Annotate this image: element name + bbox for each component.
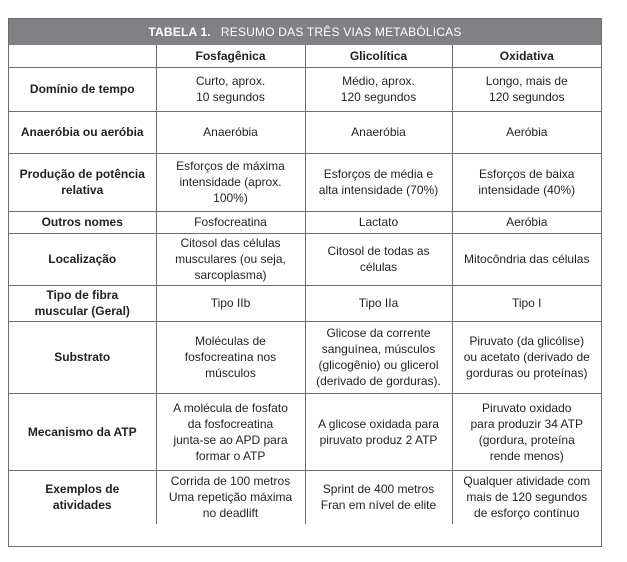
row-label: Exemplos de atividades [9,470,156,524]
table-cell: Corrida de 100 metros Uma repetição máxima no deadlift [156,470,305,524]
table-cell: Piruvato (da glicólise) ou acetato (derivado de gorduras ou proteínas) [452,321,601,393]
table-cell: Fosfocreatina [156,211,305,233]
table-cell: Longo, mais de 120 segundos [452,67,601,111]
table-row-exemplos-de-atividades [9,470,601,524]
row-label: Substrato [9,321,156,393]
table-row-tipo-de-fibra [9,285,601,321]
table-cell: Lactato [305,211,452,233]
table-cell: Glicose da corrente sanguínea, músculos (glicogênio) ou glicerol (derivado de gorduras). [305,321,452,393]
row-label: Mecanismo da ATP [9,393,156,470]
table-cell: A molécula de fosfato da fosfocreatina junta-se ao APD para formar o ATP [156,393,305,470]
table-cell: Curto, aprox. 10 segundos [156,67,305,111]
table-cell: Esforços de baixa intensidade (40%) [452,153,601,211]
table-row-producao-de-potencia [9,153,601,211]
table-cell: Esforços de média e alta intensidade (70%) [305,153,452,211]
table-cell: Aeróbia [452,111,601,153]
row-label: Produção de potência relativa [9,153,156,211]
table-cell: Mitocôndria das células [452,233,601,285]
table-cell: Aeróbia [452,211,601,233]
table-row-outros-nomes [9,211,601,233]
table-cell: Anaeróbia [156,111,305,153]
table-cell: Anaeróbia [305,111,452,153]
row-label: Tipo de fibra muscular (Geral) [9,285,156,321]
table-cell: Tipo IIa [305,285,452,321]
table-cell: Tipo I [452,285,601,321]
table-row-dominio-de-tempo [9,67,601,111]
column-header-fosfagenica: Fosfagênica [156,45,305,67]
table-row-mecanismo-da-atp [9,393,601,470]
column-header-oxidativa: Oxidativa [452,45,601,67]
row-label: Anaeróbia ou aeróbia [9,111,156,153]
table-caption-label: TABELA 1. [148,25,211,39]
table-cell: Citosol das células musculares (ou seja, sarcoplasma) [156,233,305,285]
table-row-anaerobia-ou-aerobia [9,111,601,153]
metabolic-pathways-table [8,18,602,547]
table-row-substrato [9,321,601,393]
table-cell: A glicose oxidada para piruvato produz 2 ATP [305,393,452,470]
row-label: Domínio de tempo [9,67,156,111]
header-row [9,45,601,67]
table-caption [9,19,601,45]
corner-cell [9,45,156,67]
table-cell: Tipo IIb [156,285,305,321]
column-header-glicolitica: Glicolítica [305,45,452,67]
row-label: Localização [9,233,156,285]
table-cell: Moléculas de fosfocreatina nos músculos [156,321,305,393]
table-cell: Piruvato oxidado para produzir 34 ATP (gordura, proteína rende menos) [452,393,601,470]
row-label: Outros nomes [9,211,156,233]
table-cell: Sprint de 400 metros Fran em nível de elite [305,470,452,524]
table-row-localizacao [9,233,601,285]
table-cell: Citosol de todas as células [305,233,452,285]
table-caption-title: RESUMO DAS TRÊS VIAS METABÓLICAS [220,25,462,39]
table-cell: Esforços de máxima intensidade (aprox. 100%) [156,153,305,211]
summary-table [9,45,601,524]
table-cell: Médio, aprox. 120 segundos [305,67,452,111]
table-cell: Qualquer atividade com mais de 120 segundos de esforço contínuo [452,470,601,524]
